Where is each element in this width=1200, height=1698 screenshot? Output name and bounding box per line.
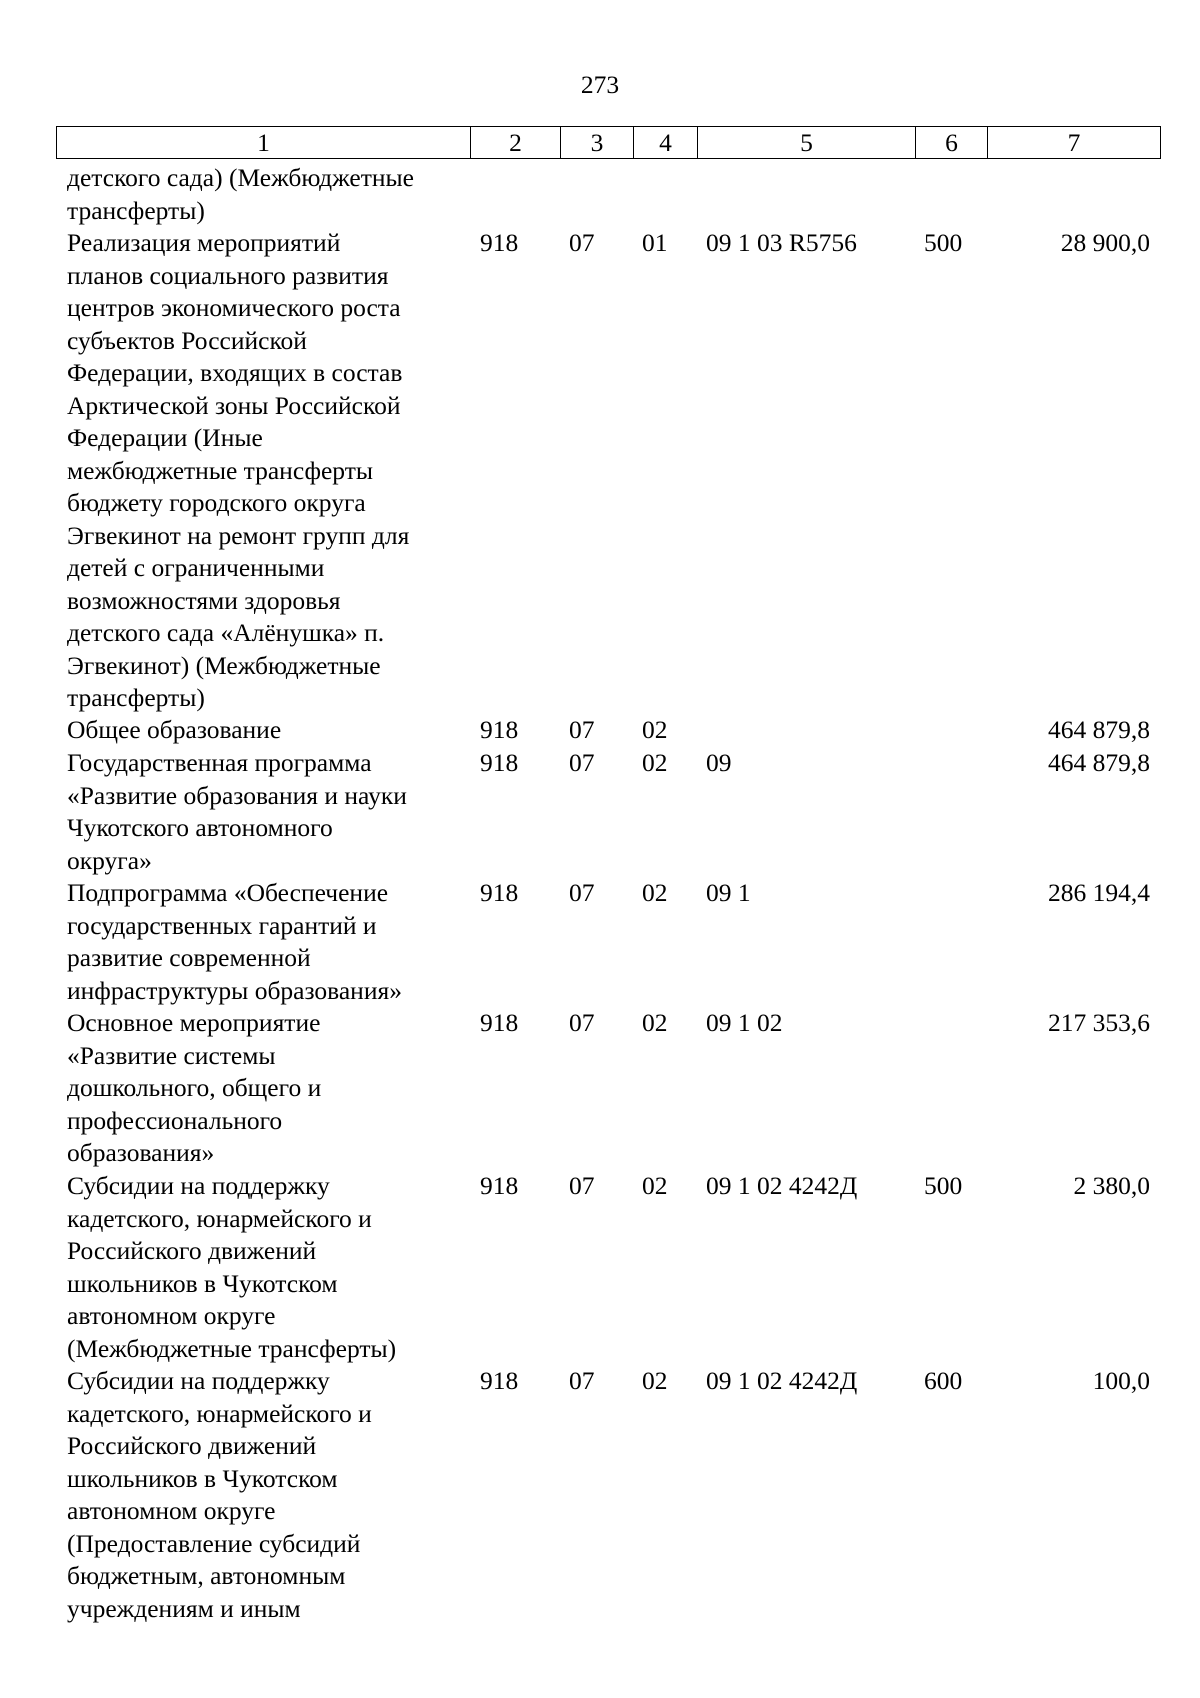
- row-col-3: 07: [569, 748, 595, 777]
- row-col-2: 918: [480, 228, 519, 257]
- row-col-2: 918: [480, 748, 519, 777]
- row-col-7: 2 380,0: [1073, 1171, 1150, 1200]
- row-col-2: 918: [480, 1171, 519, 1200]
- row-col-7: 464 879,8: [1048, 748, 1150, 777]
- row-col-2: 918: [480, 715, 519, 744]
- row-col-2: 918: [480, 1008, 519, 1037]
- page-number: 273: [580, 70, 620, 99]
- row-col-4: 01: [642, 228, 668, 257]
- row-col-7: 28 900,0: [1060, 228, 1150, 257]
- row-name: Субсидии на поддержку кадетского, юнармейского и Российского движений школьников в Чукотском автономном округе (Межбюджетные трансферты): [67, 1171, 397, 1363]
- table-header: [56, 126, 1161, 159]
- row-col-7: 286 194,4: [1048, 878, 1150, 907]
- header-col-6: 6: [915, 127, 987, 158]
- row-name: Общее образование: [67, 715, 282, 744]
- row-col-3: 07: [569, 715, 595, 744]
- row-name: детского сада) (Межбюджетные трансферты): [67, 163, 414, 225]
- row-name: Реализация мероприятий планов социального развития центров экономического роста субъектов Российской Федерации, входящих в состав Арктической зоны Российской Федерации (Иные межбюджетные трансферты бюджету городского округа Эгвекинот на ремонт групп для детей с ограниченными возможностями здоровья детского сада «Алёнушка» п. Эгвекинот) (Межбюджетные трансферты): [67, 228, 410, 712]
- row-col-6: 500: [924, 228, 963, 257]
- row-col-4: 02: [642, 1008, 668, 1037]
- row-col-5: 09 1 03 R5756: [706, 228, 857, 257]
- row-col-3: 07: [569, 1008, 595, 1037]
- row-col-4: 02: [642, 878, 668, 907]
- row-col-3: 07: [569, 1366, 595, 1395]
- row-col-4: 02: [642, 715, 668, 744]
- row-col-5: 09 1 02 4242Д: [706, 1366, 858, 1395]
- row-col-3: 07: [569, 1171, 595, 1200]
- header-col-2: 2: [470, 127, 560, 158]
- row-name: Субсидии на поддержку кадетского, юнармейского и Российского движений школьников в Чукотском автономном округе (Предоставление субсидий бюджетным, автономным учреждениям и иным: [67, 1366, 372, 1623]
- header-col-3: 3: [560, 127, 633, 158]
- header-col-7: 7: [987, 127, 1160, 158]
- row-name: Основное мероприятие «Развитие системы дошкольного, общего и профессионального образования»: [67, 1008, 322, 1167]
- row-col-3: 07: [569, 228, 595, 257]
- row-col-7: 464 879,8: [1048, 715, 1150, 744]
- header-col-5: 5: [697, 127, 915, 158]
- row-col-5: 09: [706, 748, 732, 777]
- row-col-5: 09 1 02 4242Д: [706, 1171, 858, 1200]
- row-col-3: 07: [569, 878, 595, 907]
- row-col-4: 02: [642, 1366, 668, 1395]
- header-col-4: 4: [633, 127, 697, 158]
- row-col-5: 09 1 02: [706, 1008, 783, 1037]
- row-col-5: 09 1: [706, 878, 751, 907]
- row-col-2: 918: [480, 878, 519, 907]
- row-col-4: 02: [642, 1171, 668, 1200]
- row-col-7: 217 353,6: [1048, 1008, 1150, 1037]
- header-col-1: 1: [257, 128, 270, 157]
- row-col-4: 02: [642, 748, 668, 777]
- row-col-6: 500: [924, 1171, 963, 1200]
- row-col-6: 600: [924, 1366, 963, 1395]
- row-col-7: 100,0: [1092, 1366, 1150, 1395]
- row-name: Подпрограмма «Обеспечение государственных гарантий и развитие современной инфраструктуры образования»: [67, 878, 402, 1005]
- row-col-2: 918: [480, 1366, 519, 1395]
- row-name: Государственная программа «Развитие образования и науки Чукотского автономного округа»: [67, 748, 407, 875]
